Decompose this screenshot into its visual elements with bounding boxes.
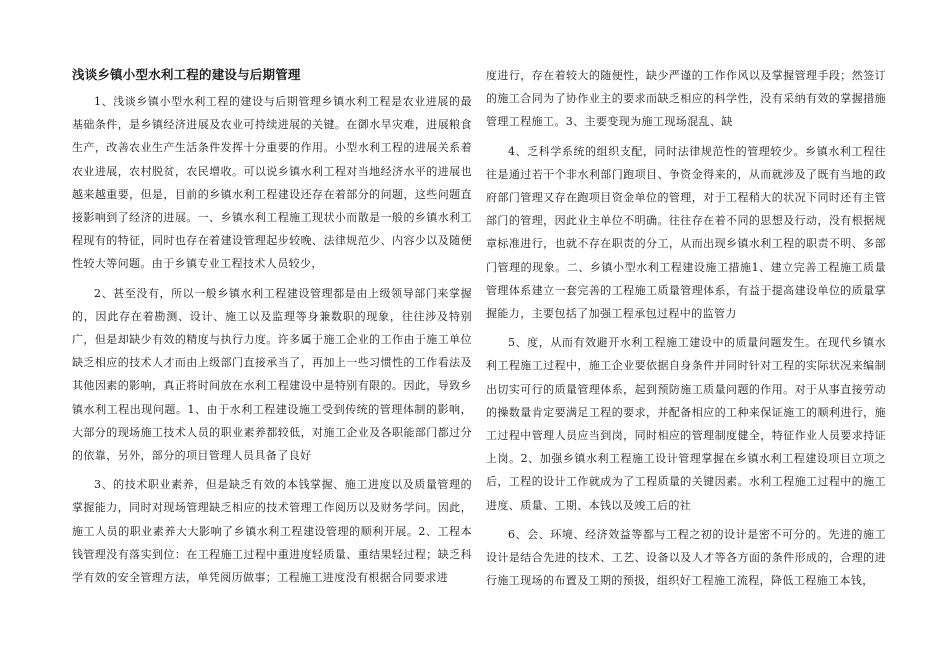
document-title: 浅谈乡镇小型水利工程的建设与后期管理	[72, 67, 301, 82]
left-column	[72, 64, 472, 595]
paragraph-2: 2、甚至没有，所以一般乡镇水利工程建设管理都是由上级领导部门来掌握的，因此存在着勘测、设计、施工以及监理等身兼数职的现象，往往涉及特别广，但是却缺少有效的精度与执行力度。许多属于施工企业的工作由于施工单位缺乏相应的技术人才而由上级部门直接承当了，再加上一些习惯性的工作看法及其他因素的影响，真正将时间放在水利工程建设中是特别有限的。因此，导致乡镇水利工程出现问题。1、由于水利工程建设施工受到传统的管理体制的影响，大部分的现场施工技术人员的职业素养都较低，对施工企业及各职能部门都过分的依靠，另外，部分的项目管理人员具备了良好	[72, 286, 472, 463]
paragraph-6: 6、会、环境、经济效益等都与工程之初的设计是密不可分的。先进的施工设计是结合先进的技术、工艺、设备以及人才等各方面的条件形成的，合理的进行施工现场的布置及工期的预扱，组织好工程施工流程，降低工程施工本钱，	[486, 527, 886, 588]
paragraph-5: 5、度，从而有效避开水利工程施工建设中的质量问题发生。在现代乡镇水利工程施工过程中，施工企业要依据自身条件并同时针对工程的实际状况来编制出切实可行的质量管理体系，起到预防施工质量问题的作用。对于从事直接劳动的操数量肯定要满足工程的要求，并配备相应的工种来保证施工的顺利进行，施工过程中管理人员应当到岗，同时相应的管理制度健全，特征作业人员要求持证上岗。2、加强乡镇水利工程施工设计管理掌握在乡镇水利工程建设项目立项之后，工程的设计工作就成为了工程质量的关键因素。水利工程施工过程中的施工进度、质量、工期、本钱以及竣工后的社	[486, 336, 886, 512]
paragraph-1: 1、浅谈乡镇小型水利工程的建设与后期管理乡镇水利工程是农业进展的最基础条件，是乡镇经济进展及农业可持续进展的关键。在御水旱灾难，进展粮食生产，改善农业生产生活条件发挥十分重要的作用。小型水利工程的进展关系着农业进展，农村脱贫，农民增收。可以说乡镇水利工程对当地经济水平的进展也越来越重要，但是，目前的乡镇水利工程建设还存在着部分的问题，这些问题直接影响到了经济的进展。一、乡镇水利工程施工现状小而散是一般的乡镇水利工程现有的特征，同时也存在着建设管理起步较晚、法律规范少、内容少以及随便性较大等问题。由于乡镇专业工程技术人员较少，	[72, 95, 472, 271]
paragraph-3-continued: 度进行，存在着较大的随便性，缺少严谨的工作作风以及掌握管理手段；然签订的施工合同为了协作业主的要求而缺乏相应的科学性，没有采纳有效的掌握措施管理工程施工。3、主要变现为施工现场混乱、缺	[486, 69, 886, 129]
paragraph-4: 4、乏科学系统的组织支配，同时法律规范性的管理较少。乡镇水利工程往往是通过若干个非水利部门跑项目、争资金得来的，从而就涉及了既有当地的政府部门管理又存在跑项目资金单位的管理，对于工程稍大的状况下同时还有主管部门的管理，因此业主单位不明确。往往存在着不同的思想及行动，没有根据规章标准进行，也就不存在职责的分工，从而出现乡镇水利工程的职责不明、多部门管理的现象。二、乡镇小型水利工程建设施工措施1、建立完善工程施工质量管理体系建立一套完善的工程施工质量管理体系，有益于提高建设单位的质量掌握能力，主要包括了加强工程承包过程中的监管力	[486, 144, 886, 321]
paragraph-3: 3、的技术职业素养，但是缺乏有效的本钱掌握、施工进度以及质量管理的掌握能力，同时对现场管理缺乏相应的技术管理工作阅历以及财务学问。因此，施工人员的职业素养大大影响了乡镇水利工程建设管理的顺利开展。2、工程本钱管理没有落实到位：在工程施工过程中重进度轻质量、重结果轻过程；缺乏科学有效的安全管理方法，单凭阅历做事；工程施工进度没有根据合同要求进	[72, 478, 472, 585]
right-column	[486, 64, 886, 598]
